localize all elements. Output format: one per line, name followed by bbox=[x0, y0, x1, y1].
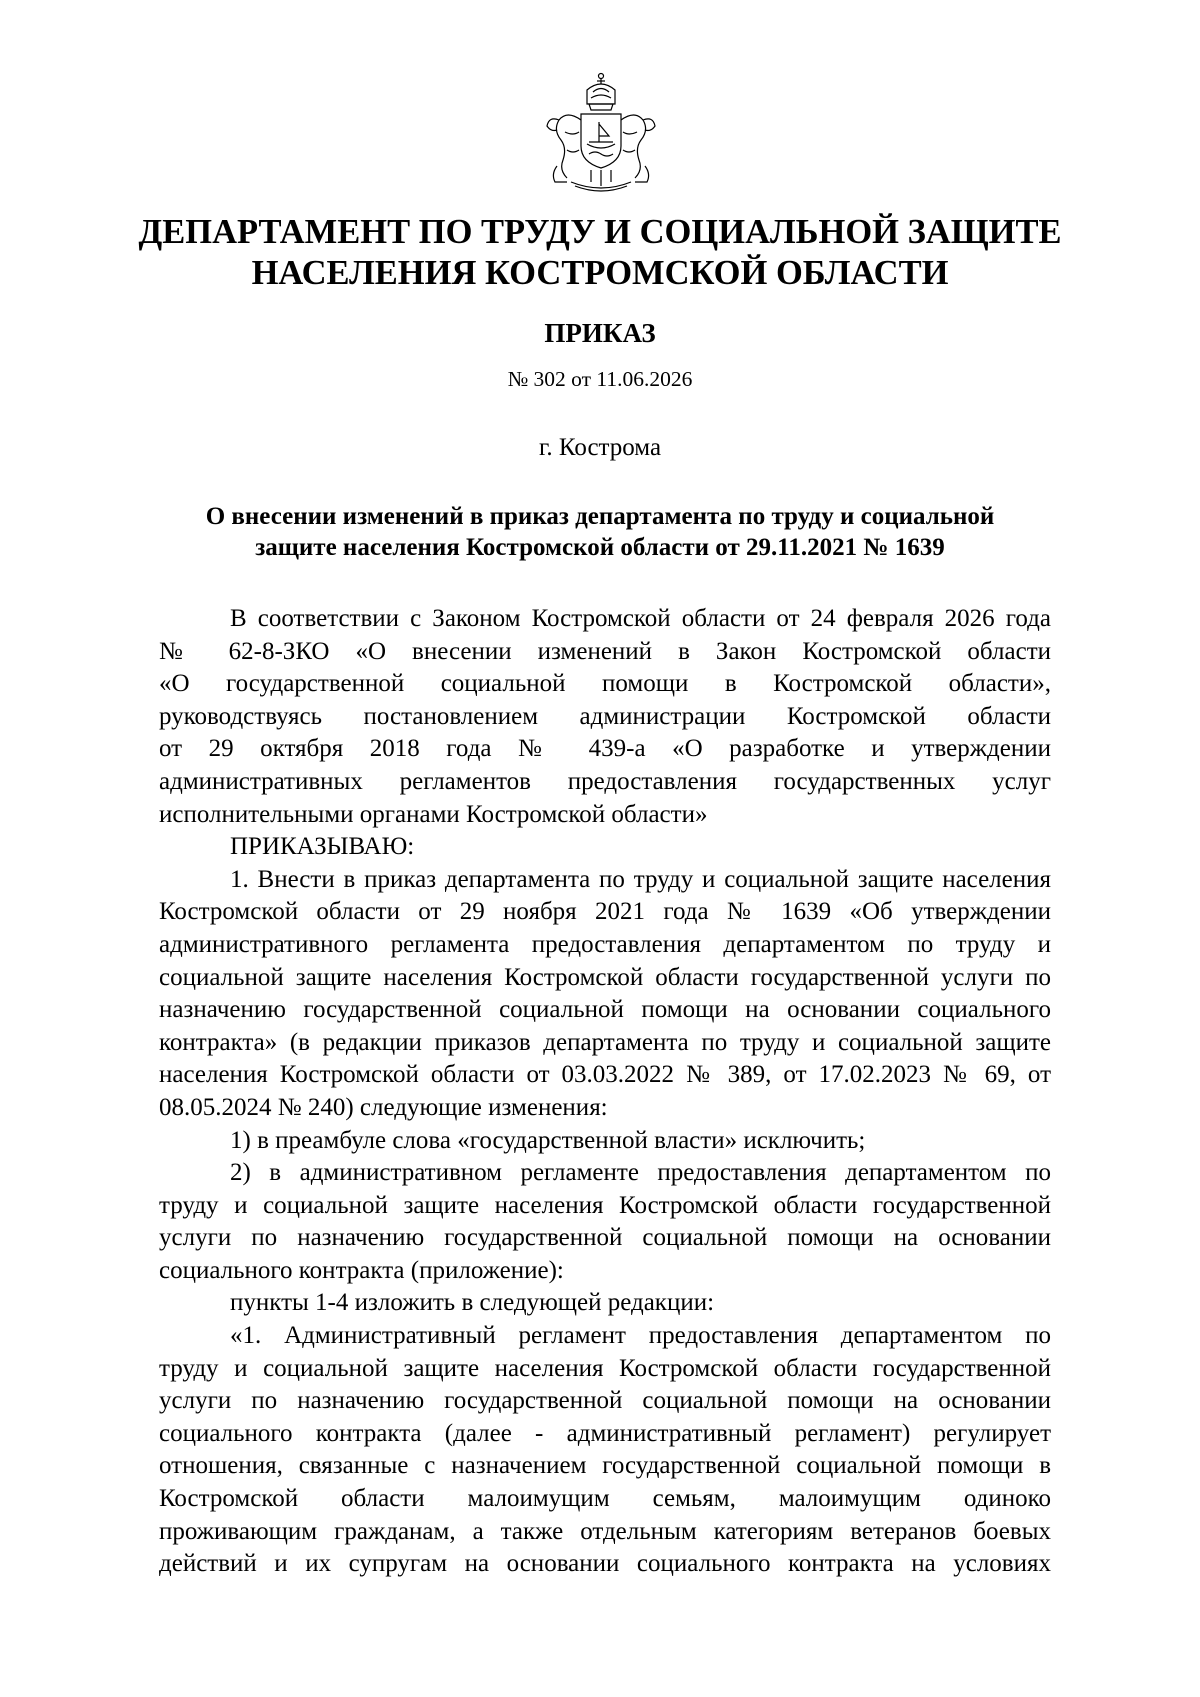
body-text-line: труду и социальной защите населения Костромской области государственной bbox=[159, 1354, 1051, 1382]
body-text-line: от 29 октября 2018 года № 439-а «О разработке и утверждении bbox=[159, 735, 1051, 763]
body-text-line: руководствуясь постановлением администрации Костромской области bbox=[159, 702, 1051, 730]
body-text-line: услуги по назначению государственной социальной помощи на основании bbox=[159, 1224, 1051, 1252]
body-text-line: В соответствии с Законом Костромской области от 24 февраля 2026 года bbox=[230, 605, 1051, 632]
body-text-line: контракта» (в редакции приказов департамента по труду и социальной защите bbox=[159, 1028, 1051, 1056]
body-text-line: 2) в административном регламенте предоставления департаментом по bbox=[230, 1159, 1051, 1187]
body-text-line: 1) в преамбуле слова «государственной власти» исключить; bbox=[230, 1126, 866, 1154]
body-text-line: административных регламентов предоставления государственных услуг bbox=[159, 767, 1051, 795]
body-text-line: действий и их супругам на основании социального контракта на условиях bbox=[159, 1550, 1051, 1578]
body-text-line: 08.05.2024 № 240) следующие изменения: bbox=[159, 1093, 608, 1121]
body-text-line: Костромской области малоимущим семьям, малоимущим одиноко bbox=[159, 1485, 1051, 1513]
body-text-line: «О государственной социальной помощи в Костромской области», bbox=[159, 670, 1051, 698]
body-text-line: населения Костромской области от 03.03.2022 № 389, от 17.02.2023 № 69, от bbox=[159, 1061, 1051, 1089]
body-text-line: проживающим гражданам, а также отдельным категориям ветеранов боевых bbox=[159, 1517, 1051, 1545]
body-text-line: «1. Административный регламент предоставления департаментом по bbox=[230, 1322, 1051, 1350]
document-body bbox=[159, 603, 1051, 1581]
body-text-line: отношения, связанные с назначением государственной социальной помощи в bbox=[159, 1452, 1051, 1480]
department-heading bbox=[120, 212, 1080, 294]
body-text-line: услуги по назначению государственной социальной помощи на основании bbox=[159, 1387, 1051, 1415]
body-text-line: ПРИКАЗЫВАЮ: bbox=[230, 833, 415, 861]
body-text-line: № 62-8-ЗКО «О внесении изменений в Закон Костромской области bbox=[159, 637, 1051, 665]
department-line-2: НАСЕЛЕНИЯ КОСТРОМСКОЙ ОБЛАСТИ bbox=[251, 254, 949, 292]
subject-line-2: защите населения Костромской области от 29.11.2021 № 1639 bbox=[255, 534, 945, 561]
department-line-1: ДЕПАРТАМЕНТ ПО ТРУДУ И СОЦИАЛЬНОЙ ЗАЩИТЕ bbox=[138, 213, 1062, 251]
subject-line-1: О внесении изменений в приказ департамента по труду и социальной bbox=[205, 503, 995, 530]
body-text-line: социального контракта (приложение): bbox=[159, 1256, 564, 1284]
body-text-line: административного регламента предоставления департаментом по труду и bbox=[159, 930, 1051, 958]
document-subject bbox=[150, 501, 1050, 563]
body-text-line: исполнительными органами Костромской области» bbox=[159, 800, 708, 828]
body-text-line: 1. Внести в приказ департамента по труду и социальной защите населения bbox=[230, 865, 1051, 893]
body-text-line: назначению государственной социальной помощи на основании социального bbox=[159, 996, 1051, 1024]
document-type: ПРИКАЗ bbox=[544, 318, 656, 348]
body-text-line: пункты 1-4 изложить в следующей редакции: bbox=[230, 1289, 715, 1317]
coat-of-arms-emblem bbox=[537, 70, 665, 196]
document-number-date: № 302 от 11.06.2026 bbox=[507, 367, 693, 391]
body-text-line: социальной защите населения Костромской области государственной услуги по bbox=[159, 963, 1051, 991]
document-city: г. Кострома bbox=[538, 434, 662, 461]
body-text-line: Костромской области от 29 ноября 2021 года № 1639 «Об утверждении bbox=[159, 898, 1051, 926]
body-text-line: социального контракта (далее - административный регламент) регулирует bbox=[159, 1419, 1051, 1447]
body-text-line: труду и социальной защите населения Костромской области государственной bbox=[159, 1191, 1051, 1219]
